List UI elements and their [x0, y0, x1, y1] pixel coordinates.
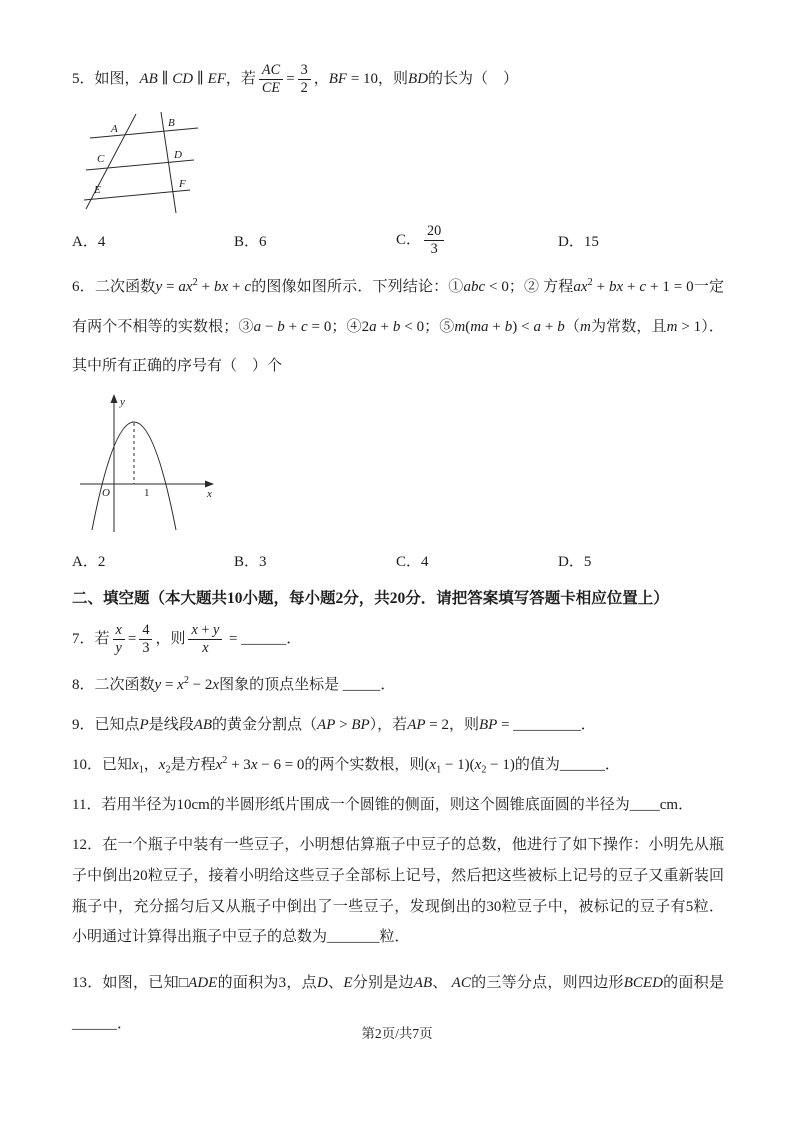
label-A: A: [111, 123, 118, 136]
question-6-options: [72, 544, 724, 576]
label-x: x: [207, 488, 212, 501]
question-12-stem: 12．在一个瓶子中装有一些豆子，小明想估算瓶子中豆子的总数，他进行了如下操作：小明先从瓶子中倒出20粒豆子，接着小明给这些豆子全部标上记号，然后把这些被标上记号的豆子又重新装回瓶子中，充分摇匀后又从瓶子中倒出了一些豆子，发现倒出的30粒豆子中，被标记的豆子有5粒．小明通过计算得出瓶子中豆子的总数为_______粒．: [72, 837, 724, 946]
line-AB: [90, 128, 198, 138]
x-axis-arrow: [205, 481, 214, 488]
section-2-title: 二、填空题（本大题共10小题，每小题2分，共20分．请把答案填写答题卡相应位置上）: [72, 590, 669, 608]
label-B: B: [168, 117, 175, 130]
question-10-stem: 10．已知$x_1$，$x_2$是方程$x^2 + 3x - 6 = 0$的两个实数根，则$(x_1 - 1)(x_2 - 1)$的值为______．: [72, 754, 620, 776]
question-6: [72, 268, 724, 576]
parabola-figure: [76, 392, 216, 538]
label-E: E: [94, 184, 101, 197]
question-11-stem: 11．若用半径为10cm的半圆形纸片围成一个圆锥的侧面，则这个圆锥底面圆的半径为____cm．: [72, 797, 694, 814]
question-9-stem: 9．已知点P是线段AB的黄金分割点（AP > BP），若AP = 2，则BP = _________．: [72, 717, 596, 734]
label-one: 1: [144, 487, 150, 500]
label-y: y: [120, 396, 125, 409]
question-5-option-c: C． $\frac{20}{3}$: [396, 223, 558, 258]
y-axis-arrow: [111, 394, 118, 403]
parallel-lines-figure: [84, 107, 206, 217]
question-6-option-c: C．4: [396, 553, 429, 570]
question-6-option-d: D．5: [558, 553, 592, 570]
label-D: D: [174, 149, 182, 162]
question-8-stem: 8．二次函数$y = x^2 - 2x$图象的顶点坐标是 _____．: [72, 675, 396, 694]
parabola-curve: [92, 422, 176, 530]
label-origin: O: [102, 487, 110, 500]
question-6-stem: 6．二次函数$y = ax^2$ + bx + c的图像如图所示．下列结论：①abc < 0；② 方程$ax^2$ + bx + c + 1 = 0一定有两个不相等的实数根；③a − b + c = 0；④2a + b < 0；⑤m(ma + b) < a + b（m为常数，且m > 1）．其中所有正确的序号有（ ）个: [72, 277, 724, 374]
label-C: C: [97, 153, 105, 166]
question-6-option-a: A．2: [72, 553, 106, 570]
question-5-option-a: A．4: [72, 234, 106, 251]
page-number: 第2页/共7页: [361, 1026, 433, 1041]
question-13-stem: 13．如图，已知□ADE的面积为3，点D、E分别是边AB、 AC的三等分点，则四边形BCED的面积是______．: [72, 975, 724, 1032]
label-F: F: [179, 178, 186, 191]
question-6-option-b: B．3: [234, 553, 267, 570]
question-5-options: [72, 223, 724, 258]
question-5-stem: 5．如图，AB ∥ CD ∥ EF，若 $\frac{AC}{CE}$ = $\frac{3}{2}$ ，BF = 10，则BD的长为（ ）: [72, 62, 519, 97]
question-5-option-d: D．15: [558, 234, 599, 251]
question-5-option-b: B．6: [234, 234, 267, 251]
question-5: [72, 62, 724, 258]
question-7-stem: 7．若 $\frac{x}{y}$ = $\frac{4}{3}$ ，则 $\frac{x + y}{x}$ = ______．: [72, 622, 302, 657]
